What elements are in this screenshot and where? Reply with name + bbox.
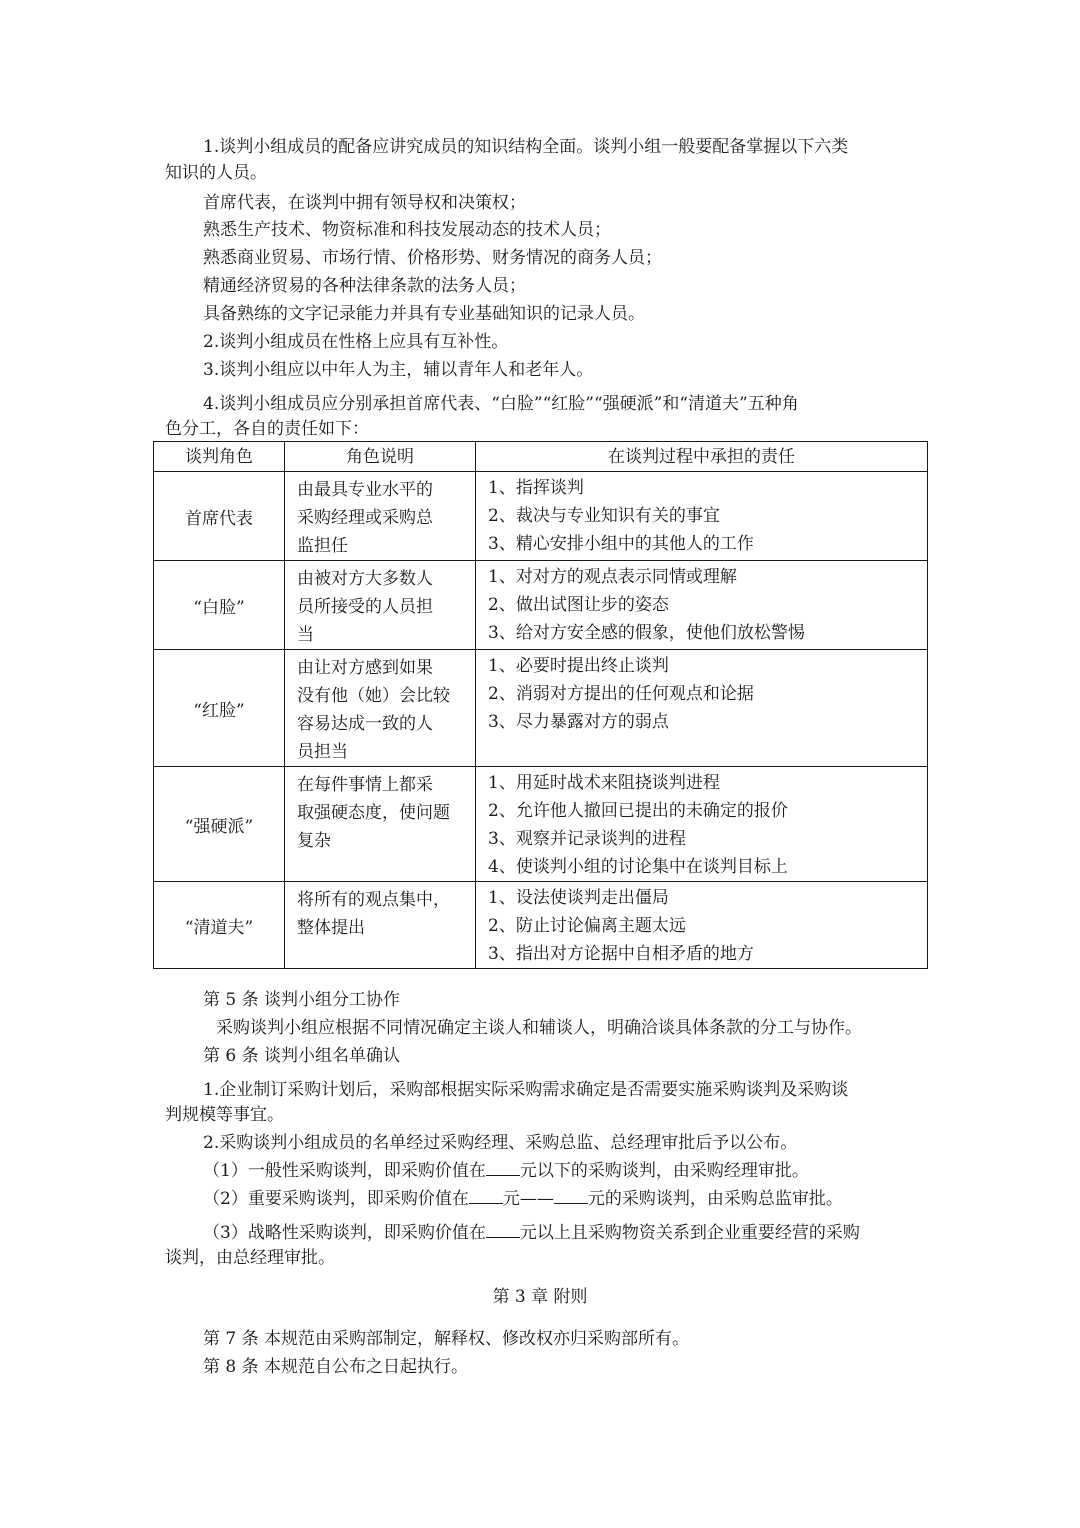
approval-item-2-start: （2）重要采购谈判，即采购价值在 [203, 1189, 469, 1209]
table-header-row [154, 442, 928, 472]
role-cell: “红脸” [154, 650, 285, 767]
description-line: 由最具专业水平的 [297, 480, 433, 500]
description-line: 监担任 [297, 536, 348, 556]
duty-item: 1、用延时战术来阻挠谈判进程 [488, 773, 720, 793]
approval-item-2-end: 元的采购谈判，由采购总监审批。 [587, 1189, 843, 1209]
duty-item: 1、必要时提出终止谈判 [488, 656, 669, 676]
duty-item: 2、裁决与专业知识有关的事宜 [488, 506, 720, 526]
article-6-para-1-line-2: 判规模等事宜。 [165, 1105, 284, 1125]
amount-blank[interactable] [469, 1187, 503, 1204]
duty-item: 3、精心安排小组中的其他人的工作 [488, 534, 754, 554]
approval-item-3-start: （3）战略性采购谈判，即采购价值在 [203, 1223, 486, 1243]
table-row [154, 650, 928, 767]
article-6-title: 第 6 条 谈判小组名单确认 [203, 1046, 401, 1066]
duties-cell [476, 561, 928, 650]
description-line: 由被对方大多数人 [297, 569, 433, 589]
table-row [154, 561, 928, 650]
approval-item-1-start: （1）一般性采购谈判，即采购价值在 [203, 1161, 486, 1181]
member-item: 熟悉商业贸易、市场行情、价格形势、财务情况的商务人员； [203, 248, 662, 268]
duty-item: 3、给对方安全感的假象，使他们放松警惕 [488, 623, 805, 643]
description-line: 整体提出 [297, 918, 365, 938]
description-line: 复杂 [297, 831, 331, 851]
amount-blank[interactable] [554, 1187, 588, 1204]
article-7: 第 7 条 本规范由采购部制定，解释权、修改权亦归采购部所有。 [203, 1329, 690, 1349]
role-cell: “强硬派” [154, 767, 285, 882]
intro-para-4-line-1: 4.谈判小组成员应分别承担首席代表、“白脸”“红脸”“强硬派”和“清道夫”五种角 [203, 394, 799, 414]
intro-para-3: 3.谈判小组应以中年人为主，辅以青年人和老年人。 [203, 360, 594, 380]
description-cell [285, 472, 476, 561]
article-6-para-1-line-1: 1.企业制订采购计划后，采购部根据实际采购需求确定是否需要实施采购谈判及采购谈 [203, 1080, 849, 1100]
article-5-body: 采购谈判小组应根据不同情况确定主谈人和辅谈人，明确洽谈具体条款的分工与协作。 [216, 1018, 862, 1038]
role-cell: “清道夫” [154, 882, 285, 969]
header-role: 谈判角色 [154, 442, 285, 472]
approval-item-2 [203, 1185, 843, 1213]
description-line: 没有他（她）会比较 [297, 686, 450, 706]
approval-item-1-end: 元以下的采购谈判，由采购经理审批。 [519, 1161, 809, 1181]
approval-item-3-end: 元以上且采购物资关系到企业重要经营的采购 [519, 1223, 860, 1243]
duty-item: 3、观察并记录谈判的进程 [488, 829, 686, 849]
description-cell [285, 882, 476, 969]
approval-item-2-mid: 元—— [502, 1189, 554, 1209]
duty-item: 1、设法使谈判走出僵局 [488, 888, 669, 908]
description-line: 采购经理或采购总 [297, 508, 433, 528]
description-line: 由让对方感到如果 [297, 658, 433, 678]
duties-cell [476, 767, 928, 882]
role-cell: 首席代表 [154, 472, 285, 561]
article-6-para-2: 2.采购谈判小组成员的名单经过采购经理、采购总监、总经理审批后予以公布。 [203, 1133, 798, 1153]
approval-item-3-line-2: 谈判，由总经理审批。 [165, 1248, 335, 1268]
description-line: 取强硬态度，使问题 [297, 803, 450, 823]
article-5-title: 第 5 条 谈判小组分工协作 [203, 990, 401, 1010]
duty-item: 3、指出对方论据中自相矛盾的地方 [488, 944, 754, 964]
duties-cell [476, 472, 928, 561]
duty-item: 2、消弱对方提出的任何观点和论据 [488, 684, 754, 704]
description-cell [285, 767, 476, 882]
duty-item: 2、做出试图让步的姿态 [488, 595, 669, 615]
description-line: 在每件事情上都采 [297, 775, 433, 795]
description-cell [285, 650, 476, 767]
description-line: 容易达成一致的人 [297, 714, 433, 734]
duty-item: 2、允许他人撤回已提出的未确定的报价 [488, 801, 788, 821]
roles-table [153, 441, 928, 969]
intro-para-4-line-2: 色分工，各自的责任如下： [165, 419, 369, 439]
duty-item: 4、使谈判小组的讨论集中在谈判目标上 [488, 857, 788, 877]
description-line: 员担当 [297, 742, 348, 762]
intro-para-1-line-1: 1.谈判小组成员的配备应讲究成员的知识结构全面。谈判小组一般要配备掌握以下六类 [203, 137, 849, 157]
description-line: 当 [297, 625, 314, 645]
header-duties: 在谈判过程中承担的责任 [476, 442, 928, 472]
description-line: 将所有的观点集中， [297, 890, 450, 910]
article-8: 第 8 条 本规范自公布之日起执行。 [203, 1357, 469, 1377]
approval-item-3 [203, 1219, 860, 1247]
chapter-3-title: 第 3 章 附则 [492, 1287, 588, 1307]
duties-cell [476, 882, 928, 969]
member-item: 首席代表，在谈判中拥有领导权和决策权； [203, 193, 526, 213]
duty-item: 3、尽力暴露对方的弱点 [488, 712, 669, 732]
intro-para-1-line-2: 知识的人员。 [165, 163, 267, 183]
member-item: 精通经济贸易的各种法律条款的法务人员； [203, 276, 526, 296]
amount-blank[interactable] [486, 1221, 520, 1238]
approval-item-1 [203, 1157, 809, 1185]
description-line: 员所接受的人员担 [297, 597, 433, 617]
table-row [154, 767, 928, 882]
duties-cell [476, 650, 928, 767]
amount-blank[interactable] [486, 1159, 520, 1176]
table-row [154, 472, 928, 561]
member-item: 熟悉生产技术、物资标准和科技发展动态的技术人员； [203, 220, 611, 240]
member-item: 具备熟练的文字记录能力并具有专业基础知识的记录人员。 [203, 304, 645, 324]
role-cell: “白脸” [154, 561, 285, 650]
duty-item: 2、防止讨论偏离主题太远 [488, 916, 686, 936]
table-row [154, 882, 928, 969]
description-cell [285, 561, 476, 650]
header-description: 角色说明 [285, 442, 476, 472]
intro-para-2: 2.谈判小组成员在性格上应具有互补性。 [203, 332, 509, 352]
duty-item: 1、指挥谈判 [488, 478, 584, 498]
duty-item: 1、对对方的观点表示同情或理解 [488, 567, 737, 587]
